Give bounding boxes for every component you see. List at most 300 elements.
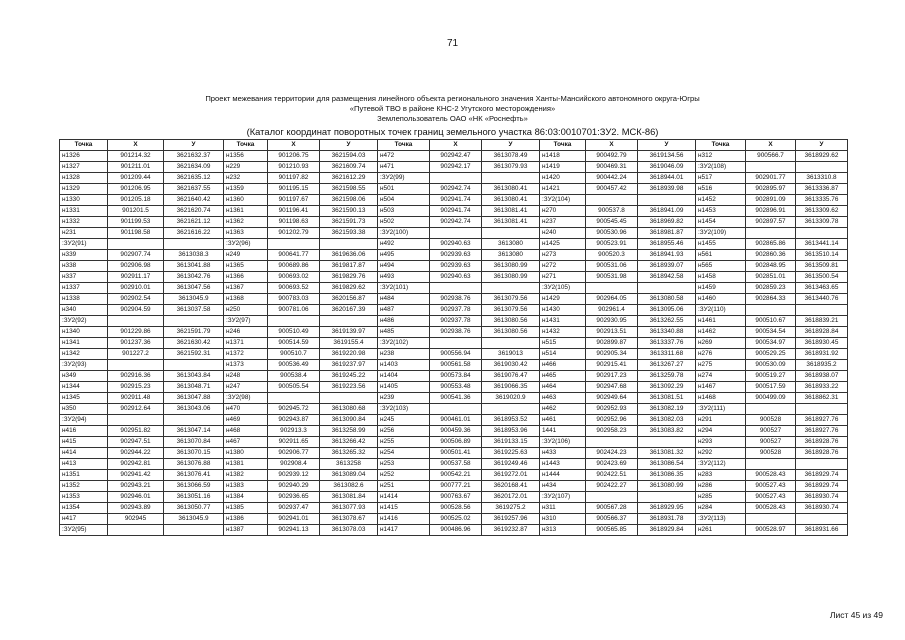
coordinate-cell: 3613310.8 xyxy=(796,173,848,184)
coordinate-cell: 901197.67 xyxy=(268,195,320,206)
catalog-title: (Каталог координат поворотных точек границ земельного участка 86:03:0010701:ЗУ2. МСК-86) xyxy=(246,126,659,137)
column-header: У xyxy=(320,140,378,151)
coordinate-cell: 3613090.84 xyxy=(320,415,378,426)
coordinate-cell: 3613266.42 xyxy=(320,437,378,448)
point-cell: н1419 xyxy=(540,162,586,173)
table-row xyxy=(60,525,848,536)
table-row xyxy=(60,250,848,261)
point-cell: н1365 xyxy=(224,261,268,272)
point-cell: н286 xyxy=(696,481,746,492)
coordinate-cell: 902939.63 xyxy=(430,261,482,272)
coordinate-cell: 902917.23 xyxy=(586,371,638,382)
point-cell: н1359 xyxy=(224,184,268,195)
coordinate-cell: 901201.5 xyxy=(108,206,164,217)
point-cell: н561 xyxy=(696,250,746,261)
coordinate-cell: 3613078.49 xyxy=(482,151,540,162)
coordinate-cell: 902905.34 xyxy=(586,349,638,360)
coordinate-cell xyxy=(746,162,796,173)
coordinate-cell: 3613080.56 xyxy=(482,327,540,338)
coordinate-cell: 3613077.93 xyxy=(320,503,378,514)
coordinate-cell: 3618953.52 xyxy=(482,415,540,426)
point-cell: н1381 xyxy=(224,459,268,470)
coordinate-cell xyxy=(482,173,540,184)
point-cell: н470 xyxy=(224,404,268,415)
coordinate-cell: 900527.43 xyxy=(746,481,796,492)
point-cell: :ЗУ2(113) xyxy=(696,514,746,525)
table-row xyxy=(60,514,848,525)
point-cell: :ЗУ2(95) xyxy=(60,525,108,536)
coordinate-cell xyxy=(320,393,378,404)
coordinate-cell: 3613043.84 xyxy=(164,371,224,382)
coordinate-cell: 902941.74 xyxy=(430,206,482,217)
coordinate-cell: 3619225.63 xyxy=(482,448,540,459)
table-row xyxy=(60,272,848,283)
coordinate-cell: 3621621.12 xyxy=(164,217,224,228)
point-cell: н310 xyxy=(540,514,586,525)
point-cell: н502 xyxy=(378,217,430,228)
point-cell: н238 xyxy=(378,349,430,360)
coordinate-cell xyxy=(586,283,638,294)
table-row xyxy=(60,404,848,415)
coordinate-cell: 3618939.07 xyxy=(638,261,696,272)
coordinate-cell: 902422.27 xyxy=(586,481,638,492)
coordinate-cell: 3619066.35 xyxy=(482,382,540,393)
coordinate-cell xyxy=(638,492,696,503)
point-cell: н292 xyxy=(696,448,746,459)
column-header: X xyxy=(430,140,482,151)
coordinate-cell: 900541.36 xyxy=(430,393,482,404)
table-row xyxy=(60,393,848,404)
coordinate-cell: 3613080.99 xyxy=(638,481,696,492)
table-row xyxy=(60,426,848,437)
coordinate-cell: 902911.17 xyxy=(108,272,164,283)
coordinate-cell: 901229.86 xyxy=(108,327,164,338)
coordinate-cell: 3621637.55 xyxy=(164,184,224,195)
point-cell: :ЗУ2(106) xyxy=(540,437,586,448)
coordinate-cell: 3613080.58 xyxy=(638,294,696,305)
point-cell: н312 xyxy=(696,151,746,162)
coordinate-cell: 901237.36 xyxy=(108,338,164,349)
coordinate-cell xyxy=(108,360,164,371)
coordinate-cell: 3618929.74 xyxy=(796,481,848,492)
coordinate-cell: 902945.72 xyxy=(268,404,320,415)
coordinate-cell: 3619232.87 xyxy=(482,525,540,536)
point-cell: н1371 xyxy=(224,338,268,349)
table-row xyxy=(60,382,848,393)
coordinate-cell: 3618955.46 xyxy=(638,239,696,250)
point-cell: н274 xyxy=(696,371,746,382)
coordinate-cell: 3618927.76 xyxy=(796,415,848,426)
coordinate-cell: 900545.45 xyxy=(586,217,638,228)
point-cell: н293 xyxy=(696,437,746,448)
point-cell: н467 xyxy=(224,437,268,448)
point-cell: н493 xyxy=(378,272,430,283)
table-row xyxy=(60,503,848,514)
coordinate-cell: 900528.97 xyxy=(746,525,796,536)
coordinate-cell: 3613335.76 xyxy=(796,195,848,206)
point-cell: н472 xyxy=(378,151,430,162)
coordinates-table xyxy=(59,139,848,536)
coordinate-cell: 902940.29 xyxy=(268,481,320,492)
coordinate-cell: 3618941.93 xyxy=(638,250,696,261)
coordinate-cell: 902958.23 xyxy=(586,426,638,437)
table-row xyxy=(60,283,848,294)
coordinate-cell: 3613309.78 xyxy=(796,217,848,228)
coordinate-cell: 901198.63 xyxy=(268,217,320,228)
page-number: 71 xyxy=(446,38,459,49)
point-cell: н1458 xyxy=(696,272,746,283)
point-cell: н272 xyxy=(540,261,586,272)
coordinate-cell: 3613092.29 xyxy=(638,382,696,393)
coordinate-cell: 3613042.76 xyxy=(164,272,224,283)
coordinate-cell: 3621609.74 xyxy=(320,162,378,173)
coordinate-cell: 3618930.74 xyxy=(796,492,848,503)
point-cell: н1338 xyxy=(60,294,108,305)
coordinate-cell: 3613463.65 xyxy=(796,283,848,294)
point-cell: н1366 xyxy=(224,272,268,283)
coordinate-cell: 3621592.31 xyxy=(164,349,224,360)
point-cell: н269 xyxy=(696,338,746,349)
coordinate-cell: 902904.59 xyxy=(108,305,164,316)
coordinate-cell xyxy=(430,228,482,239)
coordinate-cell: 900486.96 xyxy=(430,525,482,536)
coordinate-cell: 3613082.03 xyxy=(638,415,696,426)
coordinate-cell: 900567.28 xyxy=(586,503,638,514)
point-cell: н416 xyxy=(60,426,108,437)
point-cell: н285 xyxy=(696,492,746,503)
coordinate-cell: 902946.01 xyxy=(108,492,164,503)
point-cell: н1444 xyxy=(540,470,586,481)
column-header: Точка xyxy=(540,140,586,151)
point-cell: н261 xyxy=(696,525,746,536)
coordinate-cell: 902952.93 xyxy=(586,404,638,415)
coordinate-cell: 3619275.2 xyxy=(482,503,540,514)
table-row xyxy=(60,239,848,250)
coordinate-cell xyxy=(108,239,164,250)
coordinate-cell: 3620156.87 xyxy=(320,294,378,305)
coordinate-cell xyxy=(320,239,378,250)
coordinate-cell: 900501.41 xyxy=(430,448,482,459)
point-cell: 1441 xyxy=(540,426,586,437)
table-row xyxy=(60,162,848,173)
coordinate-cell: 3618928.84 xyxy=(796,327,848,338)
coordinate-cell: 901205.18 xyxy=(108,195,164,206)
point-cell: н1326 xyxy=(60,151,108,162)
coordinate-cell: 902940.63 xyxy=(430,272,482,283)
point-cell: :ЗУ2(104) xyxy=(540,195,586,206)
coordinate-cell xyxy=(796,404,848,415)
coordinate-cell: 900538.4 xyxy=(268,371,320,382)
coordinate-cell xyxy=(430,173,482,184)
point-cell: н433 xyxy=(540,448,586,459)
point-cell: н462 xyxy=(540,404,586,415)
point-cell: н1360 xyxy=(224,195,268,206)
coordinate-cell: 902952.96 xyxy=(586,415,638,426)
point-cell: н1363 xyxy=(224,228,268,239)
coordinate-cell xyxy=(586,437,638,448)
coordinate-cell: 902930.95 xyxy=(586,316,638,327)
coordinate-cell: 901206.75 xyxy=(268,151,320,162)
point-cell: н1460 xyxy=(696,294,746,305)
coordinate-cell: 3613080.41 xyxy=(482,195,540,206)
coordinate-cell: 902943.89 xyxy=(108,503,164,514)
point-cell: н245 xyxy=(378,415,430,426)
coordinate-cell: 3613086.54 xyxy=(638,459,696,470)
point-cell: н1468 xyxy=(696,393,746,404)
coordinate-cell: 902944.22 xyxy=(108,448,164,459)
point-cell: :ЗУ2(102) xyxy=(378,338,430,349)
coordinate-cell: 902911.48 xyxy=(108,393,164,404)
coordinate-cell: 3619133.15 xyxy=(482,437,540,448)
point-cell: н1462 xyxy=(696,327,746,338)
point-cell: н337 xyxy=(60,272,108,283)
point-cell: н246 xyxy=(224,327,268,338)
coordinate-cell xyxy=(482,404,540,415)
coordinate-cell: 902908.4 xyxy=(268,459,320,470)
coordinate-cell xyxy=(796,459,848,470)
coordinate-cell: 902865.86 xyxy=(746,239,796,250)
point-cell: н565 xyxy=(696,261,746,272)
coordinate-cell: 3619134.56 xyxy=(638,151,696,162)
point-cell: :ЗУ2(110) xyxy=(696,305,746,316)
point-cell: н1342 xyxy=(60,349,108,360)
coordinate-cell: 3613041.88 xyxy=(164,261,224,272)
point-cell: :ЗУ2(99) xyxy=(378,173,430,184)
coordinate-cell: 902899.87 xyxy=(586,338,638,349)
coordinate-cell xyxy=(482,228,540,239)
coordinate-cell: 3619829.62 xyxy=(320,283,378,294)
coordinate-cell: 900514.59 xyxy=(268,338,320,349)
coordinate-cell: 902943.87 xyxy=(268,415,320,426)
point-cell: н1455 xyxy=(696,239,746,250)
point-cell: н1461 xyxy=(696,316,746,327)
point-cell: н1421 xyxy=(540,184,586,195)
coordinate-cell xyxy=(164,415,224,426)
point-cell: н1429 xyxy=(540,294,586,305)
coordinate-cell: 900553.48 xyxy=(430,382,482,393)
point-cell: н350 xyxy=(60,404,108,415)
table-row xyxy=(60,173,848,184)
column-header: У xyxy=(482,140,540,151)
point-cell: н515 xyxy=(540,338,586,349)
coordinate-cell: 3619245.22 xyxy=(320,371,378,382)
point-cell: н1352 xyxy=(60,481,108,492)
point-cell: н516 xyxy=(696,184,746,195)
coordinate-cell: 900528 xyxy=(746,448,796,459)
coordinate-cell: 901198.58 xyxy=(108,228,164,239)
coordinate-cell: 3621594.03 xyxy=(320,151,378,162)
coordinate-cell: 902937.47 xyxy=(268,503,320,514)
column-header: У xyxy=(796,140,848,151)
point-cell: :ЗУ2(111) xyxy=(696,404,746,415)
table-row xyxy=(60,459,848,470)
coordinate-cell: 3613509.81 xyxy=(796,261,848,272)
point-cell: н1373 xyxy=(224,360,268,371)
point-cell: н248 xyxy=(224,371,268,382)
point-cell: н313 xyxy=(540,525,586,536)
coordinate-cell: 3619020.9 xyxy=(482,393,540,404)
point-cell: :ЗУ2(103) xyxy=(378,404,430,415)
coordinate-cell: 3621612.29 xyxy=(320,173,378,184)
table-row xyxy=(60,217,848,228)
coordinate-cell: 3613337.76 xyxy=(638,338,696,349)
point-cell: н247 xyxy=(224,382,268,393)
column-header: X xyxy=(268,140,320,151)
coordinate-cell: 902916.36 xyxy=(108,371,164,382)
coordinate-cell: 902941.74 xyxy=(430,195,482,206)
point-cell: н501 xyxy=(378,184,430,195)
point-cell: н1416 xyxy=(378,514,430,525)
coordinate-cell: 3613050.77 xyxy=(164,503,224,514)
coordinate-cell: 3619013 xyxy=(482,349,540,360)
coordinate-cell xyxy=(586,492,638,503)
coordinate-cell: 3620168.41 xyxy=(482,481,540,492)
point-cell: н273 xyxy=(540,250,586,261)
coordinate-cell: 3619249.46 xyxy=(482,459,540,470)
coordinate-cell xyxy=(164,360,224,371)
point-cell: :ЗУ2(92) xyxy=(60,316,108,327)
point-cell: н1383 xyxy=(224,481,268,492)
coordinate-cell: 3613510.14 xyxy=(796,250,848,261)
coordinate-cell: 902942.74 xyxy=(430,184,482,195)
coordinate-cell xyxy=(320,316,378,327)
coordinate-cell xyxy=(746,514,796,525)
coordinate-cell: 902937.78 xyxy=(430,316,482,327)
point-cell: н1431 xyxy=(540,316,586,327)
coordinate-cell xyxy=(482,338,540,349)
coordinate-cell: 3618953.96 xyxy=(482,426,540,437)
point-cell: н1351 xyxy=(60,470,108,481)
point-cell: н270 xyxy=(540,206,586,217)
coordinate-cell: 902942.74 xyxy=(430,217,482,228)
coordinate-cell xyxy=(108,415,164,426)
coordinate-cell: 3613070.15 xyxy=(164,448,224,459)
coordinate-cell: 900783.03 xyxy=(268,294,320,305)
coordinate-cell: 3621593.38 xyxy=(320,228,378,239)
coordinate-cell: 3618969.82 xyxy=(638,217,696,228)
table-row xyxy=(60,184,848,195)
point-cell: н1414 xyxy=(378,492,430,503)
coordinate-cell: 3619046.09 xyxy=(638,162,696,173)
column-header: Точка xyxy=(224,140,268,151)
coordinate-cell: 3621634.09 xyxy=(164,162,224,173)
coordinate-cell: 900517.59 xyxy=(746,382,796,393)
table-row xyxy=(60,338,848,349)
coordinate-cell: 3618939.98 xyxy=(638,184,696,195)
coordinate-cell: 3619223.56 xyxy=(320,382,378,393)
coordinate-cell: 900537.8 xyxy=(586,206,638,217)
point-cell: н1329 xyxy=(60,184,108,195)
table-row xyxy=(60,415,848,426)
coordinate-cell: 3621598.55 xyxy=(320,184,378,195)
coordinate-cell: 902912.64 xyxy=(108,404,164,415)
table-row xyxy=(60,294,848,305)
coordinate-cell: 900510.7 xyxy=(268,349,320,360)
point-cell: н504 xyxy=(378,195,430,206)
point-cell: :ЗУ2(105) xyxy=(540,283,586,294)
coordinate-cell: 3613051.16 xyxy=(164,492,224,503)
point-cell: н1403 xyxy=(378,360,430,371)
coordinate-cell: 3613311.68 xyxy=(638,349,696,360)
point-cell: н1459 xyxy=(696,283,746,294)
point-cell: н255 xyxy=(378,437,430,448)
coordinate-cell: 900777.21 xyxy=(430,481,482,492)
coordinate-cell: 3619829.76 xyxy=(320,272,378,283)
coordinate-cell: 900461.01 xyxy=(430,415,482,426)
coordinate-cell: 902943.21 xyxy=(108,481,164,492)
coordinate-cell: 3613080.99 xyxy=(482,261,540,272)
coordinate-cell: 3619257.96 xyxy=(482,514,540,525)
point-cell: н1453 xyxy=(696,206,746,217)
coordinate-cell xyxy=(164,239,224,250)
point-cell: н291 xyxy=(696,415,746,426)
point-cell: н1367 xyxy=(224,283,268,294)
point-cell: н1327 xyxy=(60,162,108,173)
point-cell: н249 xyxy=(224,250,268,261)
coordinate-cell: 902941.01 xyxy=(268,514,320,525)
coordinate-cell: 900566.7 xyxy=(746,151,796,162)
coordinate-cell: 900536.49 xyxy=(268,360,320,371)
column-header: X xyxy=(746,140,796,151)
header-line-1: Проект межевания территории для размещения линейного объекта регионального значения Ханты-Мансийского автономного округа-Югры xyxy=(205,94,700,103)
coordinate-cell: 900528.43 xyxy=(746,503,796,514)
coordinate-cell: 900527 xyxy=(746,437,796,448)
point-cell: н414 xyxy=(60,448,108,459)
coordinate-cell: 3618931.78 xyxy=(638,514,696,525)
point-cell: н256 xyxy=(378,426,430,437)
table-row xyxy=(60,195,848,206)
point-cell: н1386 xyxy=(224,514,268,525)
coordinate-cell: 3619155.4 xyxy=(320,338,378,349)
point-cell: :ЗУ2(109) xyxy=(696,228,746,239)
coordinate-cell: 3613047.56 xyxy=(164,283,224,294)
coordinate-cell: 3613045.9 xyxy=(164,294,224,305)
coordinate-cell: 902896.91 xyxy=(746,206,796,217)
coordinate-cell: 3613076.88 xyxy=(164,459,224,470)
coordinate-cell: 901196.41 xyxy=(268,206,320,217)
coordinate-cell: 3613440.76 xyxy=(796,294,848,305)
coordinate-cell: 3618981.87 xyxy=(638,228,696,239)
coordinate-cell: 3613441.14 xyxy=(796,239,848,250)
coordinate-cell: 3618839.21 xyxy=(796,316,848,327)
coordinate-cell: 3618929.95 xyxy=(638,503,696,514)
coordinate-cell: 900499.09 xyxy=(746,393,796,404)
coordinate-cell: 902941.13 xyxy=(268,525,320,536)
coordinate-cell: 3619220.98 xyxy=(320,349,378,360)
coordinate-cell: 3621591.73 xyxy=(320,217,378,228)
coordinate-cell: 3613080.99 xyxy=(482,272,540,283)
coordinate-cell: 3621616.22 xyxy=(164,228,224,239)
point-cell: :ЗУ2(97) xyxy=(224,316,268,327)
point-cell: н1332 xyxy=(60,217,108,228)
point-cell: н1382 xyxy=(224,470,268,481)
point-cell: н1353 xyxy=(60,492,108,503)
coordinate-cell: 3620167.39 xyxy=(320,305,378,316)
coordinate-cell: 900457.42 xyxy=(586,184,638,195)
coordinate-cell: 3621640.42 xyxy=(164,195,224,206)
coordinate-cell: 3613081.51 xyxy=(638,393,696,404)
point-cell: н1387 xyxy=(224,525,268,536)
point-cell: н231 xyxy=(60,228,108,239)
coordinate-cell: 3618930.45 xyxy=(796,338,848,349)
table-row xyxy=(60,360,848,371)
point-cell: н417 xyxy=(60,514,108,525)
point-cell: н275 xyxy=(696,360,746,371)
coordinate-cell: 901209.44 xyxy=(108,173,164,184)
coordinate-cell xyxy=(164,525,224,536)
coordinate-cell: 902897.57 xyxy=(746,217,796,228)
point-cell: н485 xyxy=(378,327,430,338)
